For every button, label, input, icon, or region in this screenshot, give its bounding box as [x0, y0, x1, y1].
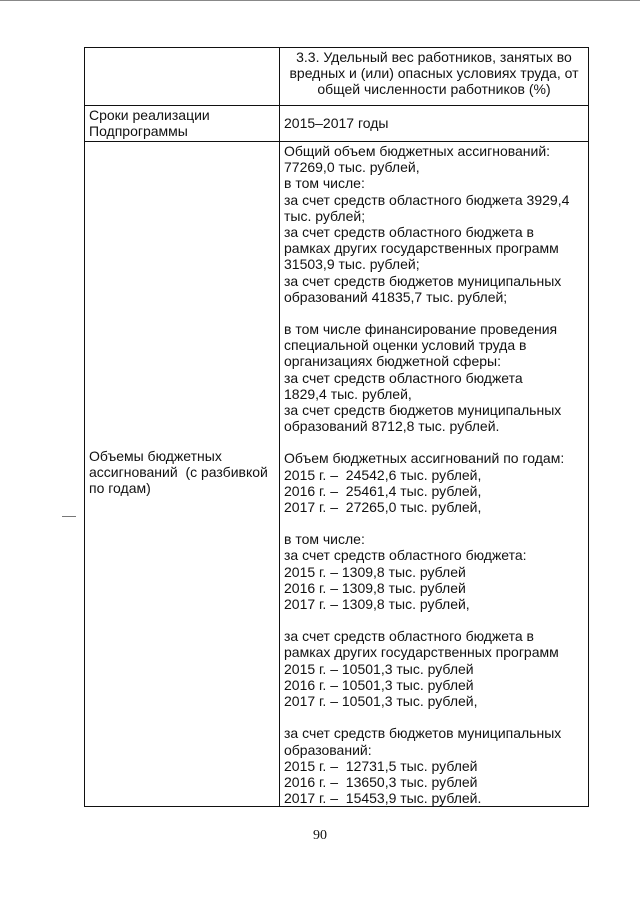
text-line: за счет средств бюджетов муниципальных	[284, 725, 562, 742]
text-line: в том числе:	[284, 531, 365, 548]
text-line: образований 8712,8 тыс. рублей.	[284, 418, 500, 435]
row2-right-cell	[280, 106, 589, 142]
blank-line	[284, 434, 584, 450]
text-line: Общий объем бюджетных ассигнований:	[284, 143, 551, 159]
text-line: 2016 г. – 13650,3 тыс. рублей	[284, 773, 478, 790]
text-line: в том числе финансирование проведения	[284, 321, 558, 338]
text-line: тыс. рублей;	[284, 207, 366, 224]
table-row	[85, 106, 589, 142]
text-line: за счет средств областного бюджета в	[284, 224, 534, 241]
page-number: 90	[313, 828, 327, 843]
text-line: в том числе:	[284, 175, 365, 192]
blank-line	[284, 612, 584, 628]
text-line: 2017 г. – 27265,0 тыс. рублей,	[284, 499, 482, 516]
text-line: специальной оценки условий труда в	[284, 337, 527, 354]
label-line: по годам)	[89, 480, 151, 497]
row1-left-cell	[85, 48, 280, 106]
blank-line	[284, 709, 584, 725]
row2-left-cell	[85, 106, 280, 142]
indicator-3-3-text	[284, 49, 584, 98]
text-line: образований 41835,7 тыс. рублей;	[284, 288, 508, 305]
text-line: 2016 г. – 1309,8 тыс. рублей	[284, 579, 466, 596]
blank-line	[284, 515, 584, 531]
text-line: общей численности работников (%)	[317, 81, 551, 98]
blank-line	[284, 305, 584, 321]
text-line: 1829,4 тыс. рублей,	[284, 385, 412, 402]
text-line: 2016 г. – 25461,4 тыс. рублей,	[284, 482, 482, 499]
text-line: 2017 г. – 10501,3 тыс. рублей,	[284, 693, 478, 710]
text-line: вредных и (или) опасных условиях труда, от	[289, 65, 579, 82]
subprogram-passport-table	[84, 47, 589, 807]
row3-left-cell	[85, 142, 280, 807]
label-line: Объемы бюджетных	[89, 448, 222, 464]
text-line: 2016 г. – 10501,3 тыс. рублей	[284, 676, 474, 693]
text-line: за счет средств бюджетов муниципальных	[284, 272, 562, 289]
text-line: за счет средств областного бюджета 3929,4	[284, 191, 570, 208]
text-line: организациях бюджетной сферы:	[284, 353, 501, 370]
label-line: ассигнований (с разбивкой	[89, 464, 268, 481]
label-line: Подпрограммы	[89, 123, 188, 140]
text-line: за счет средств областного бюджета в	[284, 628, 534, 645]
text-line: рамках других государственных программ	[284, 644, 559, 661]
page-top-edge	[0, 0, 640, 1]
implementation-period: 2015–2017 годы	[284, 115, 389, 131]
row3-right-cell	[280, 142, 589, 807]
text-line: 31503,9 тыс. рублей;	[284, 256, 420, 273]
text-line: рамках других государственных программ	[284, 240, 559, 257]
margin-mark	[62, 516, 76, 517]
text-line: Объем бюджетных ассигнований по годам:	[284, 450, 565, 467]
text-line: 2015 г. – 1309,8 тыс. рублей	[284, 563, 466, 580]
text-line: 2015 г. – 12731,5 тыс. рублей	[284, 757, 478, 774]
text-line: 77269,0 тыс. рублей,	[284, 159, 420, 176]
text-line: за счет средств областного бюджета	[284, 369, 523, 386]
text-line: 2015 г. – 10501,3 тыс. рублей	[284, 660, 474, 677]
table-row	[85, 142, 589, 807]
text-line: 2015 г. – 24542,6 тыс. рублей,	[284, 466, 482, 483]
text-line: 3.3. Удельный вес работников, занятых во	[296, 49, 572, 65]
label-line: Сроки реализации	[89, 107, 210, 123]
text-line: за счет средств бюджетов муниципальных	[284, 402, 562, 419]
table-row	[85, 48, 589, 106]
row1-right-cell	[280, 48, 589, 106]
text-line: 2017 г. – 15453,9 тыс. рублей.	[284, 790, 482, 807]
text-line: 2017 г. – 1309,8 тыс. рублей,	[284, 596, 470, 613]
funding-text	[284, 143, 584, 806]
text-line: образований:	[284, 741, 372, 758]
text-line: за счет средств областного бюджета:	[284, 547, 527, 564]
